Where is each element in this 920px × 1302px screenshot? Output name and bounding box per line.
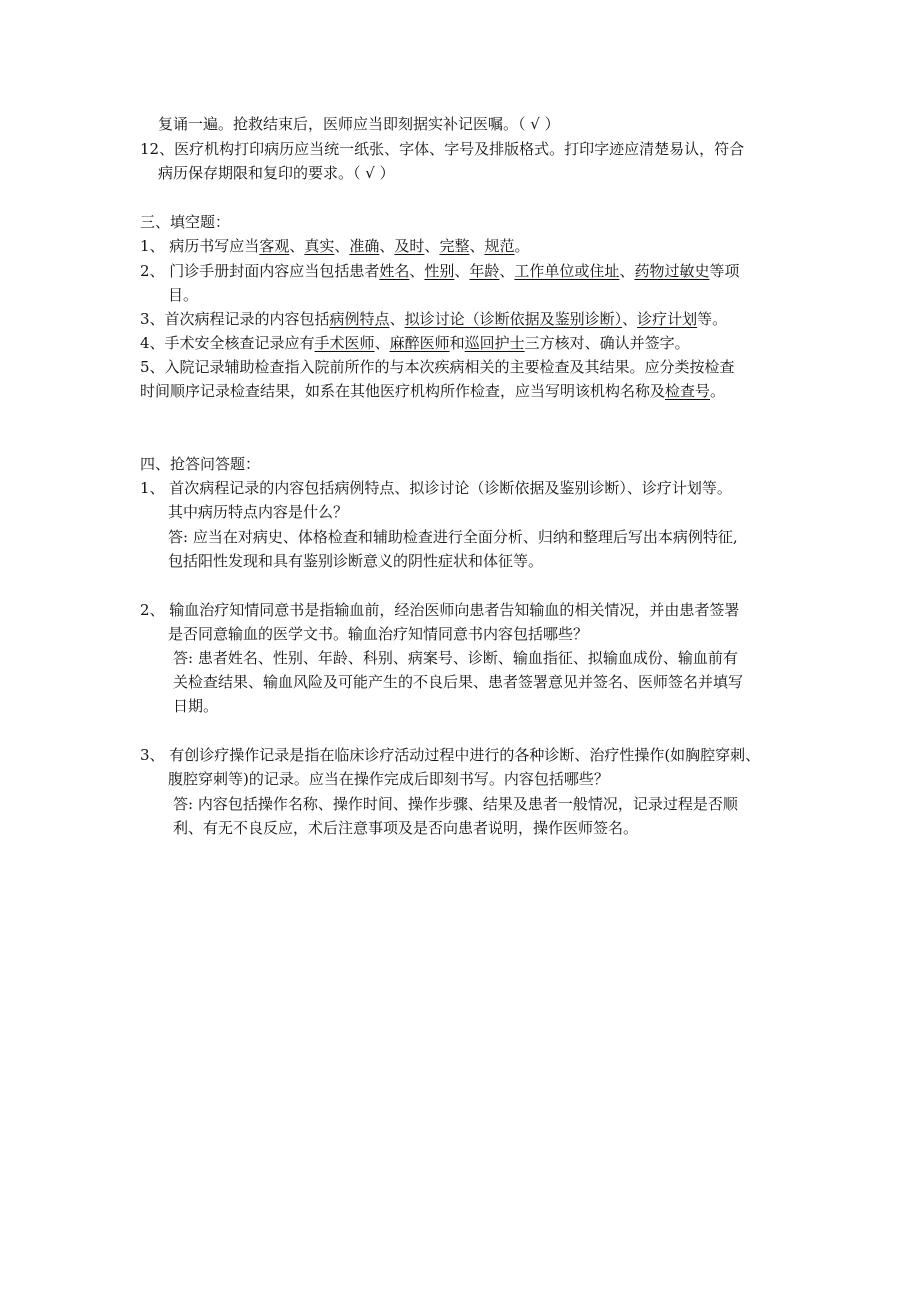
answer-blank: 姓名 [379,262,410,280]
separator: 和 [449,334,465,352]
qa-answer-1-line-2: 包括阳性发现和具有鉴别诊断意义的阴性症状和体征等。 [168,552,544,570]
punctuation: 等。 [697,310,728,328]
separator: 、 [379,237,395,255]
answer-blank: 药物过敏史 [634,262,710,280]
answer-blank: 手术医师 [314,334,375,352]
answer-blank: 检查号 [665,382,711,400]
separator: 、 [469,237,485,255]
question-text: 三方核对、确认并签字。 [524,334,690,352]
answer-blank: 麻醉医师 [389,334,450,352]
answer-blank: 客观 [259,237,290,255]
fill-question-4 [140,333,690,353]
question-text: 等项 [709,262,740,280]
answer-blank: 拟诊讨论（诊断依据及鉴别诊断） [404,310,623,328]
qa-answer-3-line-2: 利、有无不良反应，术后注意事项及是否向患者说明，操作医师签名。 [173,819,639,837]
question-text: 3、首次病程记录的内容包括 [140,310,330,328]
qa-question-2-line-2: 是否同意输血的医学文书。输血治疗知情同意书内容包括哪些？ [168,625,589,643]
qa-question-1-line-1: 1、 首次病程记录的内容包括病例特点、拟诊讨论（诊断依据及鉴别诊断）、诊疗计划等。 [140,479,732,497]
qa-question-2-line-1: 2、 输血治疗知情同意书是指输血前，经治医师向患者告知输血的相关情况，并由患者签署 [140,601,740,619]
punctuation: 。 [710,382,726,400]
answer-blank: 准确 [349,237,380,255]
answer-blank: 性别 [424,262,455,280]
separator: 、 [454,262,470,280]
qa-question-3-line-2: 腹腔穿刺等)的记录。应当在操作完成后即刻书写。内容包括哪些？ [168,770,609,788]
qa-answer-1-line-1: 答: 应当在对病史、体格检查和辅助检查进行全面分析、归纳和整理后写出本病例特征, [168,528,738,546]
separator: 、 [622,310,638,328]
separator: 、 [374,334,390,352]
qa-question-1-line-2: 其中病历特点内容是什么？ [168,503,349,521]
answer-blank: 完整 [439,237,470,255]
punctuation: 。 [514,237,530,255]
question-text: 4、手术安全核查记录应有 [140,334,315,352]
fill-question-2 [140,261,739,281]
answer-blank: 巡回护士 [464,334,525,352]
qa-section-heading: 四、抢答问答题： [140,455,261,473]
answer-blank: 规范 [484,237,515,255]
answer-blank: 病例特点 [329,310,390,328]
qa-answer-2-line-3: 日期。 [173,697,219,715]
separator: 、 [424,237,440,255]
separator: 、 [289,237,305,255]
qa-answer-2-line-2: 关检查结果、输血风险及可能产生的不良后果、患者签署意见并签名、医师签名并填写 [173,673,744,691]
separator: 、 [334,237,350,255]
fill-question-1 [140,236,530,256]
separator: 、 [499,262,515,280]
separator: 、 [409,262,425,280]
answer-blank: 诊疗计划 [637,310,698,328]
question-text: 时间顺序记录检查结果，如系在其他医疗机构所作检查，应当写明该机构名称及 [140,382,666,400]
answer-blank: 真实 [304,237,335,255]
qa-answer-3-line-1: 答: 内容包括操作名称、操作时间、操作步骤、结果及患者一般情况，记录过程是否顺 [173,795,738,813]
separator: 、 [619,262,635,280]
fill-section-heading: 三、填空题： [140,213,231,231]
judgement-item-12-line-2: 病历保存期限和复印的要求。（ √ ） [158,164,395,182]
answer-blank: 及时 [394,237,425,255]
answer-blank: 年龄 [469,262,500,280]
fill-question-5-line-1: 5、入院记录辅助检查指入院前所作的与本次疾病相关的主要检查及其结果。应分类按检查 [140,358,735,376]
fill-question-5-line-2 [140,381,725,401]
answer-blank: 工作单位或住址 [514,262,620,280]
qa-question-3-line-1: 3、 有创诊疗操作记录是指在临床诊疗活动过程中进行的各种诊断、治疗性操作(如胸腔穿刺、 [140,746,761,764]
question-text: 1、 病历书写应当 [140,237,260,255]
judgement-item-12-line-1: 12、医疗机构打印病历应当统一纸张、字体、字号及排版格式。打印字迹应清楚易认，符合 [140,140,745,158]
separator: 、 [389,310,405,328]
qa-answer-2-line-1: 答: 患者姓名、性别、年龄、科别、病案号、诊断、输血指征、拟输血成份、输血前有 [173,649,738,667]
judgement-item-11-tail: 复诵一遍。抢救结束后，医师应当即刻据实补记医嘱。（ √ ） [158,115,560,133]
fill-question-2-line-2: 目。 [168,286,199,304]
fill-question-3 [140,309,727,329]
question-text: 2、 门诊手册封面内容应当包括患者 [140,262,380,280]
